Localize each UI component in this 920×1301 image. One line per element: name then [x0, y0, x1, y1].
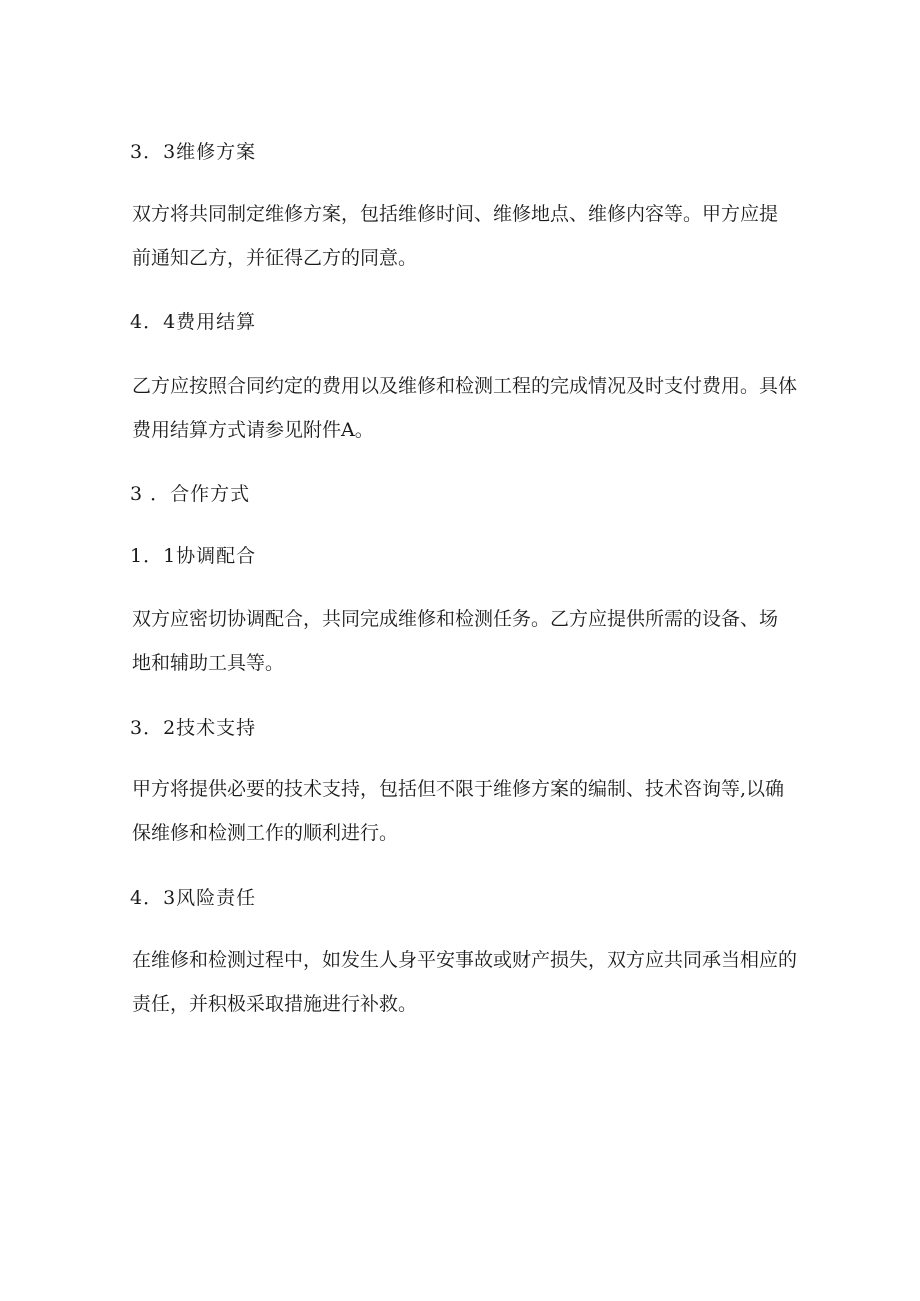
- paragraph-line: 双方将共同制定维修方案，包括维修时间、维修地点、维修内容等。甲方应提: [132, 203, 779, 225]
- paragraph-line: 地和辅助工具等。: [132, 652, 285, 674]
- paragraph-line: 前通知乙方，并征得乙方的同意。: [132, 247, 418, 269]
- section-heading-technical-support: 3．2技术支持: [130, 717, 257, 739]
- paragraph-maintenance-plan: [90, 192, 850, 280]
- section-heading-cooperation-method: 3 ．合作方式: [130, 483, 251, 505]
- section-heading-fee-settlement: 4．4费用结算: [130, 311, 257, 333]
- paragraph-fee-settlement: [90, 364, 850, 452]
- paragraph-technical-support: [90, 767, 850, 855]
- paragraph-line: 双方应密切协调配合，共同完成维修和检测任务。乙方应提供所需的设备、场: [132, 608, 779, 630]
- section-heading-risk-liability: 4．3风险责任: [130, 887, 257, 909]
- section-heading-maintenance-plan: 3．3维修方案: [130, 141, 257, 163]
- paragraph-line: 在维修和检测过程中，如发生人身平安事故或财产损失，双方应共同承当相应的: [132, 949, 798, 971]
- paragraph-line: 费用结算方式请参见附件A。: [132, 419, 374, 441]
- paragraph-line: 乙方应按照合同约定的费用以及维修和检测工程的完成情况及时支付费用。具体: [132, 375, 798, 397]
- paragraph-risk-liability: [90, 938, 850, 1026]
- paragraph-line: 甲方将提供必要的技术支持，包括但不限于维修方案的编制、技术咨询等,以确: [132, 778, 785, 800]
- paragraph-line: 责任，并积极采取措施进行补救。: [132, 993, 418, 1015]
- section-heading-coordination: 1．1协调配合: [130, 545, 257, 567]
- paragraph-coordination: [90, 597, 850, 685]
- paragraph-line: 保维修和检测工作的顺利进行。: [132, 822, 399, 844]
